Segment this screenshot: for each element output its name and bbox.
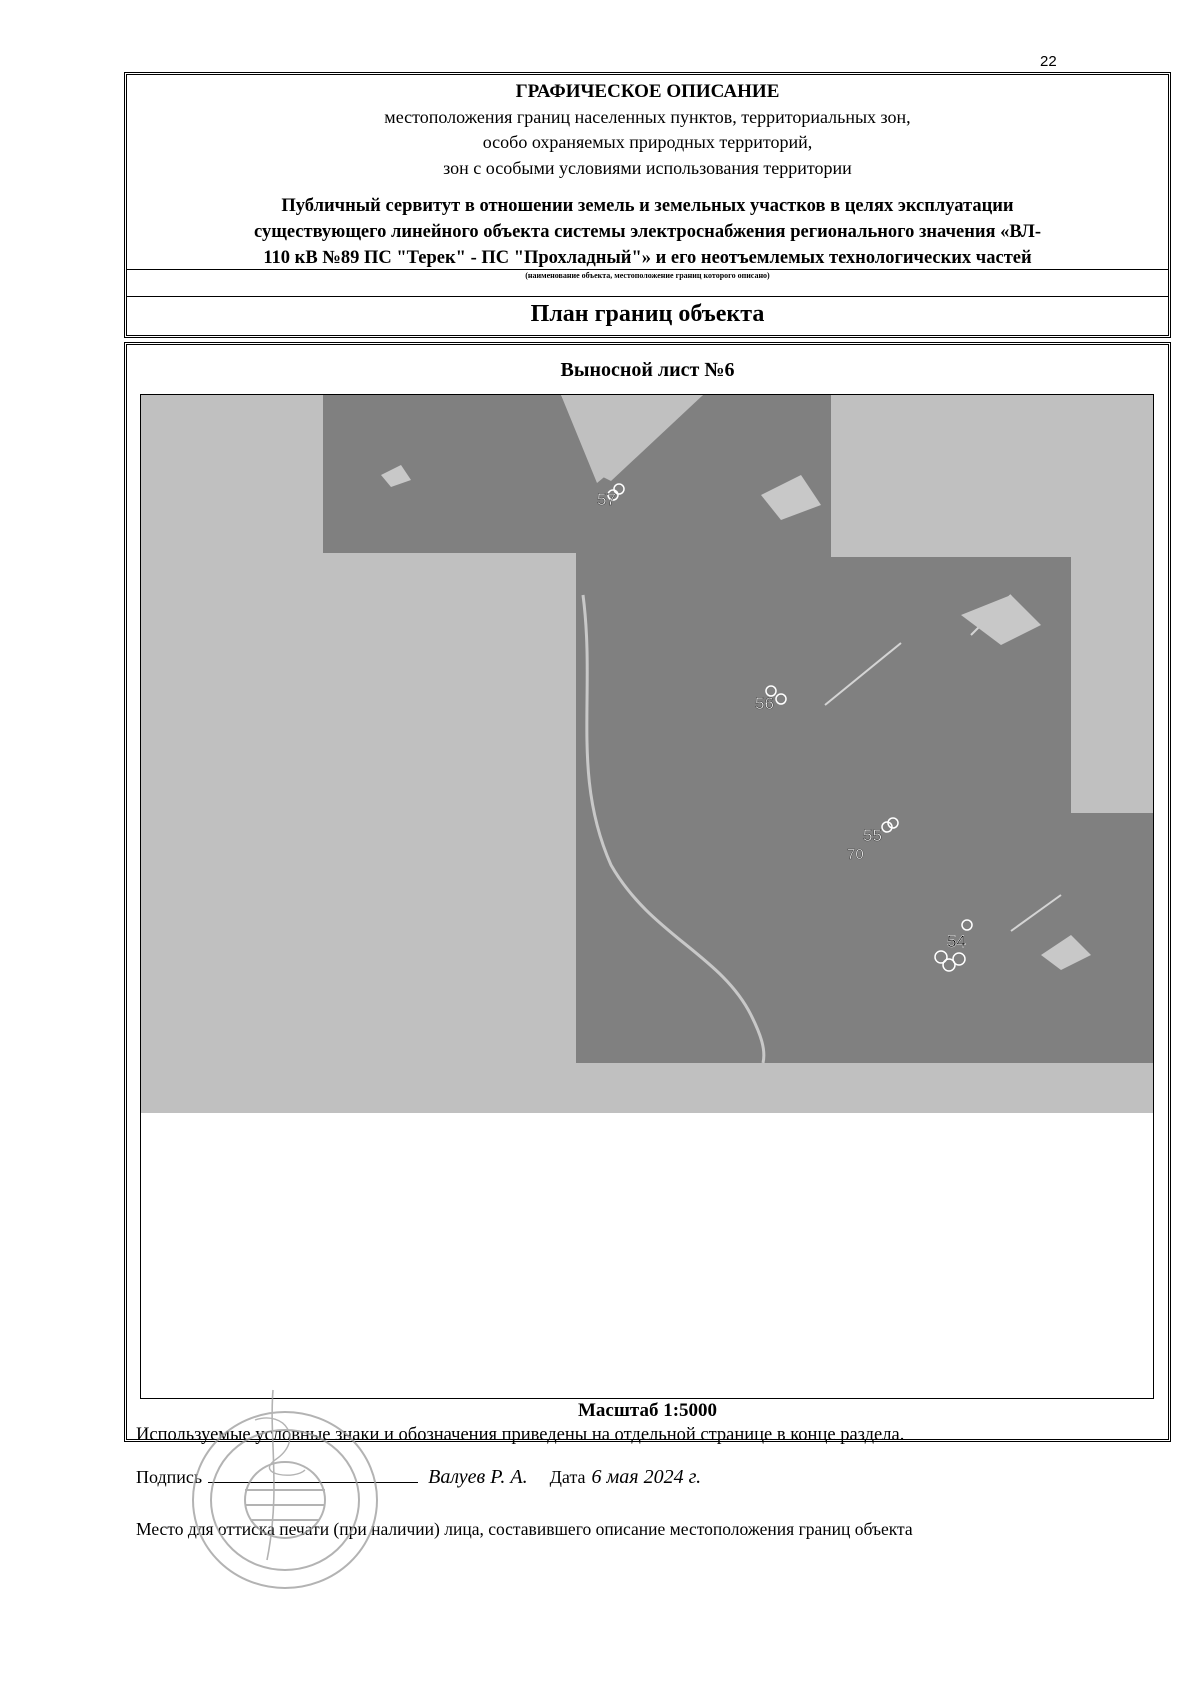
- stamp-note: Место для оттиска печати (при наличии) лица, составившего описание местоположения границ объекта: [136, 1519, 913, 1539]
- document-subtitle-line: зон с особыми условиями использования территории: [443, 158, 852, 178]
- signer-name: Валуев Р. А.: [428, 1466, 528, 1488]
- map-view: [140, 394, 1154, 1399]
- document-title: ГРАФИЧЕСКОЕ ОПИСАНИЕ: [515, 81, 780, 102]
- object-name-line: Публичный сервитут в отношении земель и земельных участков в целях эксплуатации: [281, 196, 1014, 216]
- object-caption: (наименование объекта, местоположение границ которого описано): [525, 271, 770, 280]
- header-frame: [124, 72, 1171, 338]
- signature-line: [136, 1466, 701, 1489]
- object-name-line: 110 кВ №89 ПС "Терек" - ПС "Прохладный"» и его неотъемлемых технологических частей: [263, 248, 1032, 268]
- point-label: 56: [755, 694, 774, 713]
- signature-blank: [208, 1482, 418, 1483]
- map-canvas: [141, 395, 1153, 1398]
- point-label: 55: [863, 826, 882, 845]
- object-name-line: существующего линейного объекта системы электроснабжения регионального значения «ВЛ-: [254, 222, 1041, 242]
- document-subtitle-line: особо охраняемых природных территорий,: [482, 132, 813, 152]
- point-label: 57: [597, 490, 616, 509]
- date-value: 6 мая 2024 г.: [591, 1466, 702, 1488]
- map-scale: Масштаб 1:5000: [577, 1400, 718, 1421]
- point-label: 54: [947, 932, 966, 951]
- divider: [127, 296, 1168, 297]
- point-label: 70: [847, 846, 864, 863]
- signature-label: Подпись: [136, 1467, 203, 1487]
- date-label: Дата: [549, 1467, 586, 1487]
- divider: [127, 269, 1168, 270]
- main-frame: [124, 342, 1171, 1442]
- plan-title: План границ объекта: [530, 301, 765, 327]
- sheet-title: Выносной лист №6: [560, 359, 735, 381]
- legend-note: Используемые условные знаки и обозначения приведены на отдельной странице в конце раздела.: [136, 1425, 905, 1445]
- document-subtitle-line: местоположения границ населенных пунктов, территориальных зон,: [384, 107, 911, 127]
- page-number: 22: [1040, 53, 1057, 70]
- object-name: [157, 193, 1138, 271]
